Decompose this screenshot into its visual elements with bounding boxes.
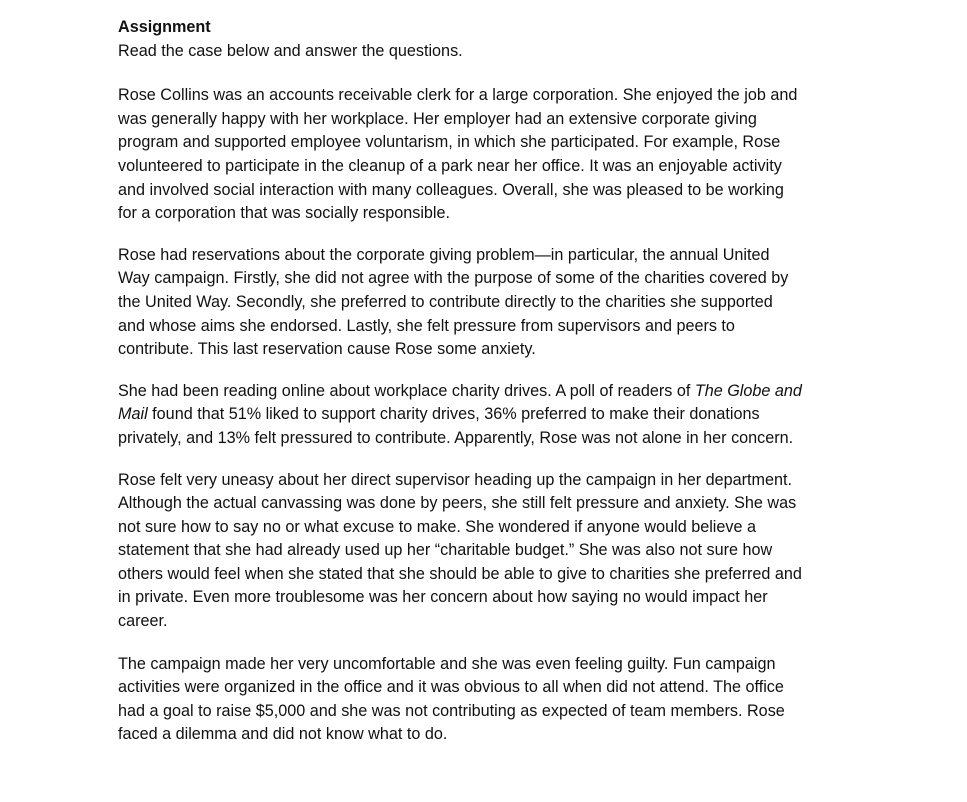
paragraph-line: and involved social interaction with many colleagues. Overall, she was pleased to be working — [118, 180, 784, 199]
paragraph-line: for a corporation that was socially responsible. — [118, 204, 451, 223]
paragraph-line: The campaign made her very uncomfortable and she was even feeling guilty. Fun campaign — [118, 654, 776, 673]
paragraph-line: career. — [118, 612, 168, 631]
line-text: She had been reading online about workplace charity drives. A poll of readers of — [118, 381, 695, 400]
case-paragraph-4 — [118, 469, 918, 634]
paragraph-line: activities were organized in the office and it was obvious to all when did not attend. The office — [118, 678, 784, 697]
publication-title-part-1: The Globe and — [694, 381, 802, 400]
publication-title-part-2: Mail — [118, 405, 148, 424]
paragraph-line — [118, 403, 918, 427]
line-text: found that 51% liked to support charity drives, 36% preferred to make their donations — [147, 405, 760, 424]
paragraph-line: the United Way. Secondly, she preferred to contribute directly to the charities she supported — [118, 292, 773, 311]
paragraph-line: not sure how to say no or what excuse to make. She wondered if anyone would believe a — [118, 517, 756, 536]
case-paragraph-3 — [118, 380, 918, 451]
assignment-document — [118, 16, 918, 747]
case-paragraph-5 — [118, 653, 918, 747]
document-intro: Read the case below and answer the questions. — [118, 41, 463, 60]
paragraph-line: statement that she had already used up her “charitable budget.” She was also not sure how — [118, 541, 773, 560]
paragraph-line — [118, 380, 918, 404]
paragraph-line: Although the actual canvassing was done by peers, she still felt pressure and anxiety. She was — [118, 494, 797, 513]
paragraph-line: Way campaign. Firstly, she did not agree with the purpose of some of the charities covered by — [118, 269, 789, 288]
paragraph-line: had a goal to raise $5,000 and she was not contributing as expected of team members. Rose — [118, 701, 785, 720]
paragraph-line: Rose had reservations about the corporate giving problem—in particular, the annual United — [118, 245, 770, 264]
paragraph-line: others would feel when she stated that she should be able to give to charities she preferred and — [118, 564, 802, 583]
paragraph-line: Rose felt very uneasy about her direct supervisor heading up the campaign in her department. — [118, 470, 792, 489]
paragraph-line: faced a dilemma and did not know what to do. — [118, 725, 448, 744]
case-paragraph-2 — [118, 244, 918, 362]
paragraph-line: in private. Even more troublesome was her concern about how saying no would impact her — [118, 588, 768, 607]
paragraph-line: and whose aims she endorsed. Lastly, she felt pressure from supervisors and peers to — [118, 316, 735, 335]
paragraph-line: program and supported employee voluntarism, in which she participated. For example, Rose — [118, 133, 781, 152]
paragraph-line: was generally happy with her workplace. Her employer had an extensive corporate giving — [118, 109, 757, 128]
paragraph-line: contribute. This last reservation cause Rose some anxiety. — [118, 340, 536, 359]
paragraph-line: privately, and 13% felt pressured to contribute. Apparently, Rose was not alone in her concern. — [118, 428, 794, 447]
paragraph-line: Rose Collins was an accounts receivable clerk for a large corporation. She enjoyed the job and — [118, 86, 798, 105]
document-heading: Assignment — [118, 18, 211, 36]
case-paragraph-1 — [118, 84, 918, 226]
paragraph-line: volunteered to participate in the cleanup of a park near her office. It was an enjoyable activity — [118, 156, 782, 175]
